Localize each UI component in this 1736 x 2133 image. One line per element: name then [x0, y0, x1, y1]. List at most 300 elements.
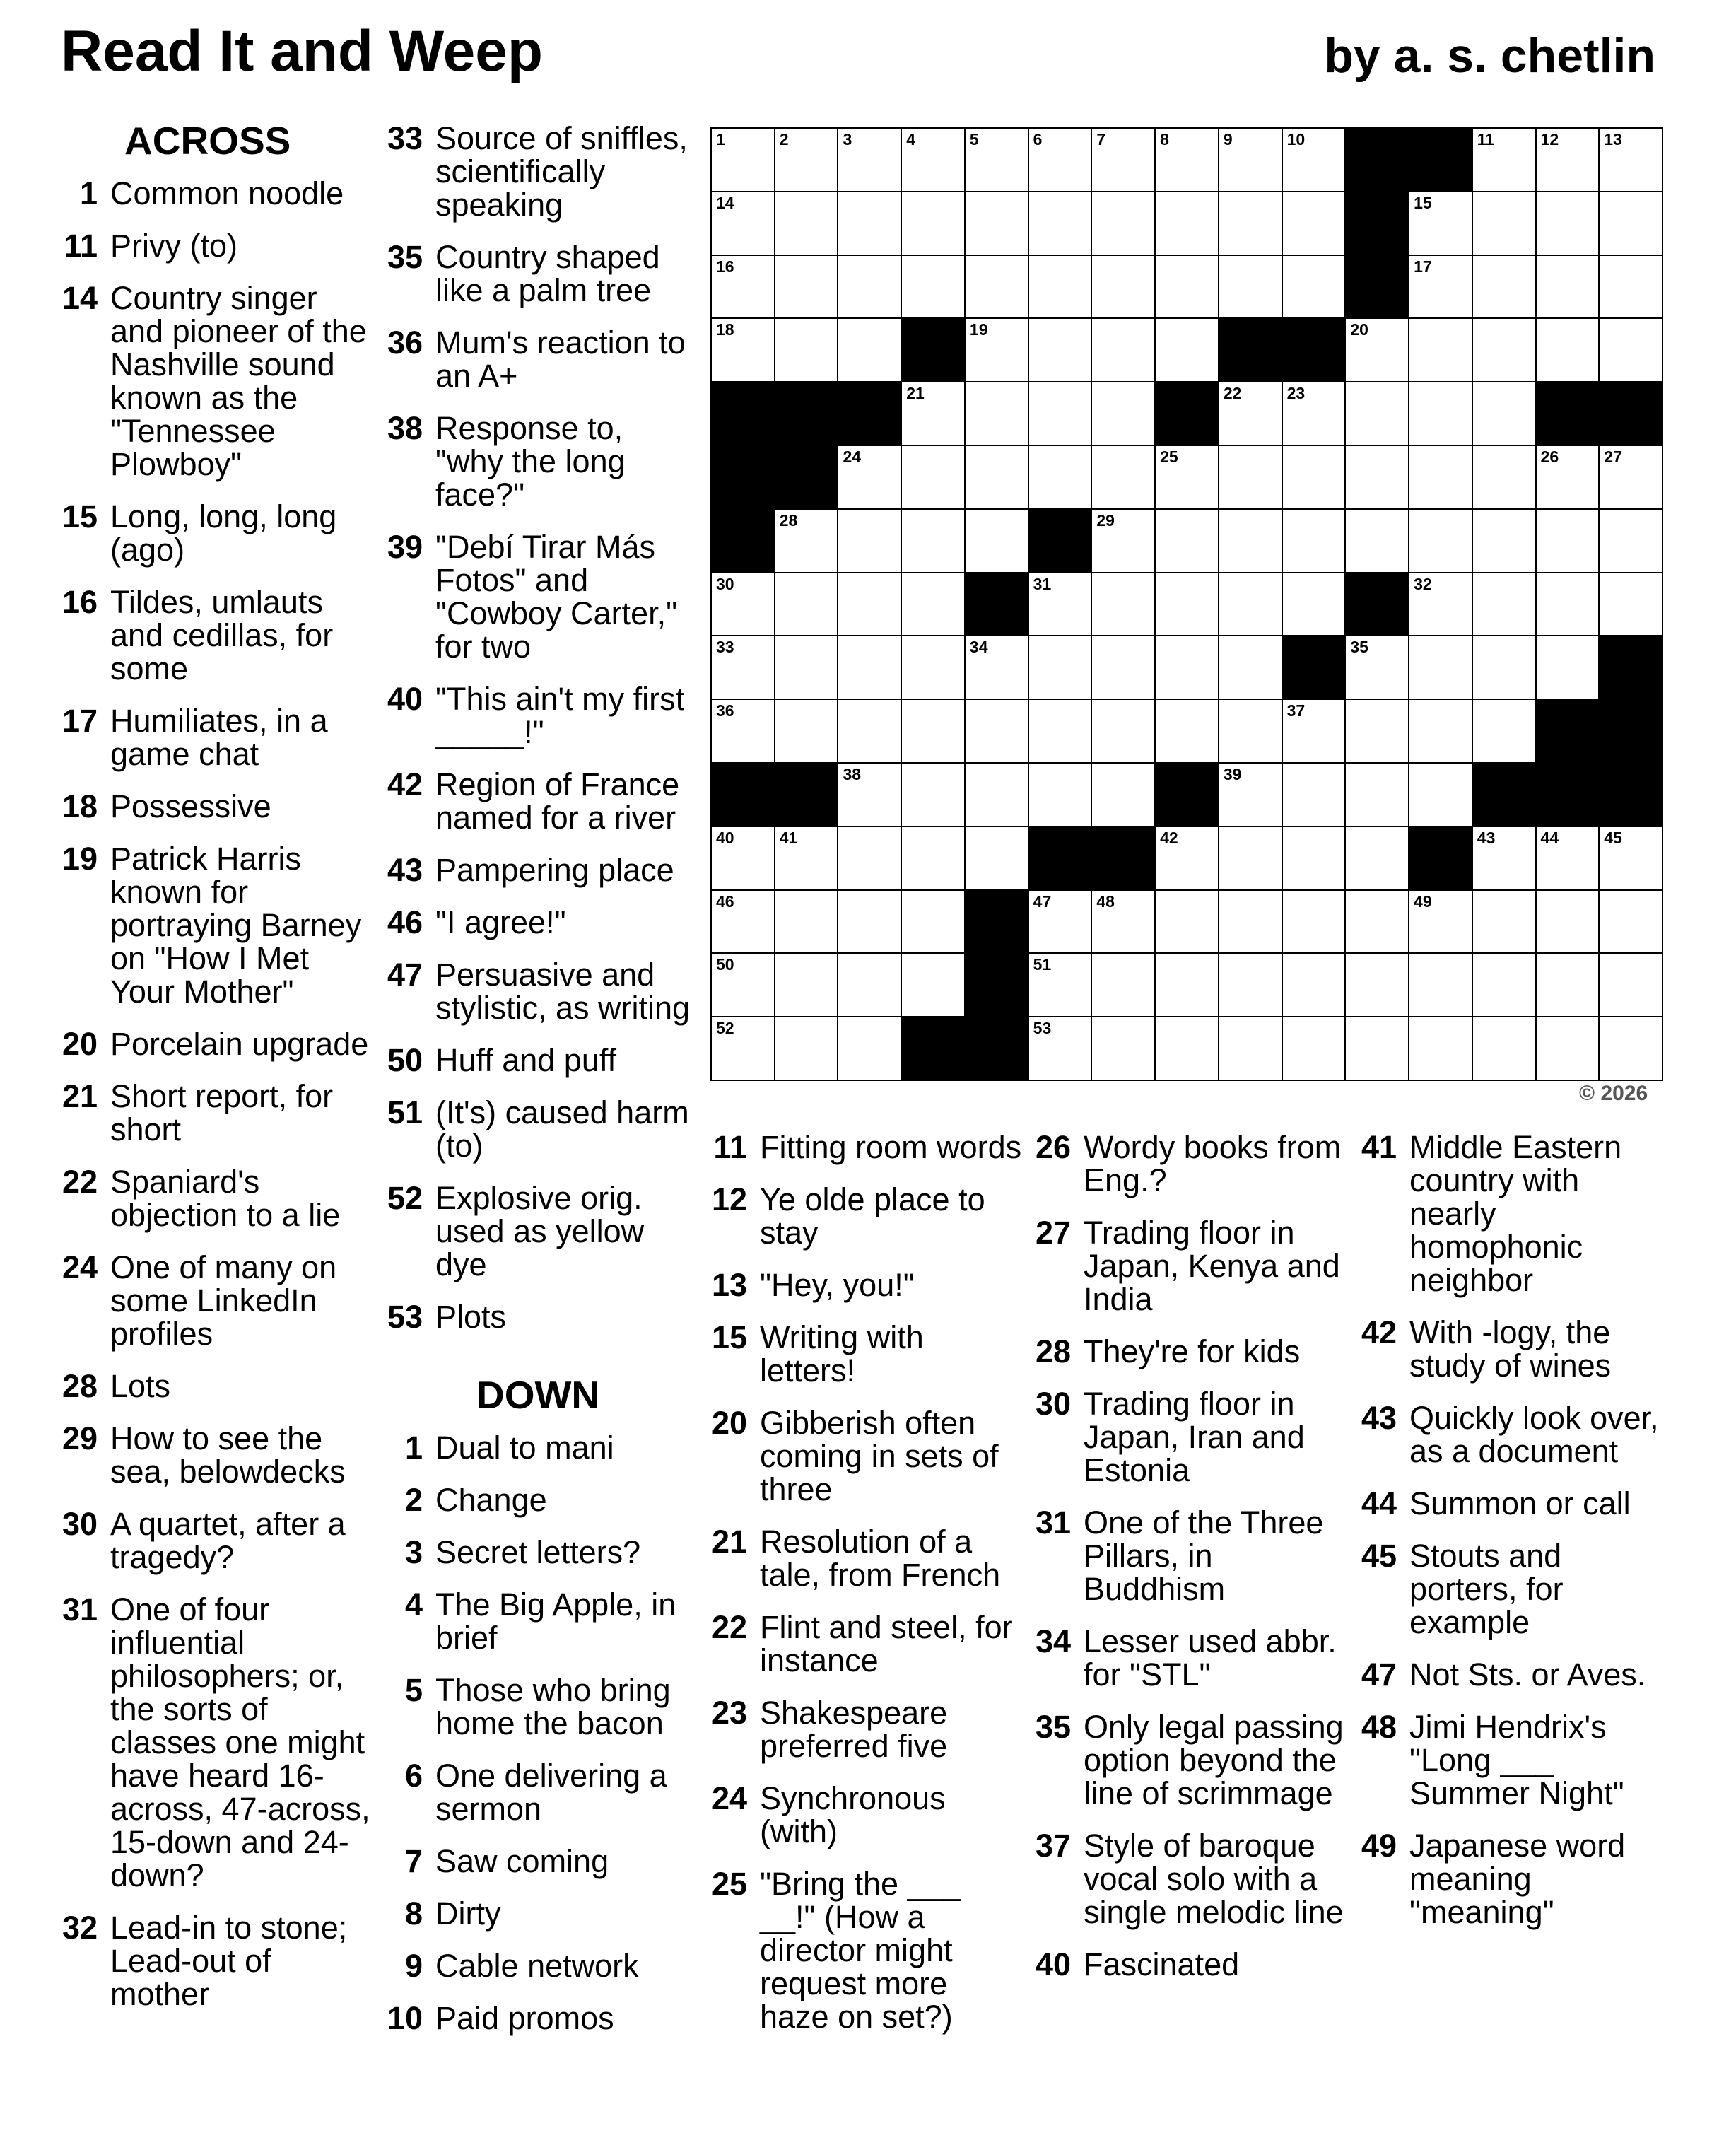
grid-cell[interactable] [901, 255, 966, 320]
down-clue[interactable] [1359, 1487, 1670, 1520]
grid-cell[interactable] [964, 762, 1029, 827]
clue-text: Persuasive and stylistic, as writing [435, 957, 691, 1026]
clue-column-1 [59, 120, 370, 2030]
across-clue[interactable] [385, 1181, 696, 1281]
grid-cell[interactable] [1598, 826, 1663, 891]
grid-cell[interactable] [1598, 127, 1663, 192]
across-clue[interactable] [385, 1096, 696, 1162]
grid-cell[interactable] [837, 191, 902, 256]
grid-cell[interactable] [710, 255, 775, 320]
clue-number: 40 [1035, 1946, 1071, 1982]
grid-cell[interactable] [964, 317, 1029, 382]
grid-cell[interactable] [1408, 572, 1473, 637]
grid-cell[interactable] [1028, 127, 1093, 192]
grid-cell[interactable] [964, 127, 1029, 192]
grid-cell[interactable] [1598, 445, 1663, 510]
grid-cell[interactable] [1282, 508, 1347, 573]
down-clue[interactable] [1359, 1658, 1670, 1691]
clue-text: Secret letters? [435, 1534, 641, 1570]
grid-cell[interactable] [964, 191, 1029, 256]
cell-number: 37 [1286, 701, 1306, 720]
grid-cell[interactable] [1282, 1016, 1347, 1081]
grid-cell[interactable] [710, 699, 775, 764]
down-clue[interactable] [1033, 1948, 1344, 1981]
grid-cell[interactable] [1154, 699, 1219, 764]
grid-cell[interactable] [1154, 255, 1219, 320]
grid-cell[interactable] [837, 445, 902, 510]
grid-cell[interactable] [964, 381, 1029, 446]
grid-cell[interactable] [901, 445, 966, 510]
grid-cell[interactable] [1028, 635, 1093, 700]
grid-cell[interactable] [1344, 826, 1409, 891]
grid-cell[interactable] [1408, 952, 1473, 1017]
clue-number: 21 [711, 1524, 747, 1560]
clue-text: Resolution of a tale, from French [760, 1524, 1001, 1593]
across-clue[interactable] [385, 326, 696, 392]
across-clue[interactable] [59, 1165, 370, 1232]
grid-cell[interactable] [1028, 762, 1093, 827]
across-clue[interactable] [385, 240, 696, 307]
grid-cell[interactable] [964, 635, 1029, 700]
cell-number: 47 [1033, 892, 1052, 911]
clue-column-2 [385, 122, 696, 2054]
grid-cell-black [1535, 381, 1600, 446]
grid-cell[interactable] [837, 952, 902, 1017]
grid-cell[interactable] [774, 508, 839, 573]
down-clue[interactable] [385, 1588, 696, 1654]
down-clue[interactable] [709, 1696, 1024, 1763]
grid-cell[interactable] [1218, 1016, 1283, 1081]
across-clue[interactable] [59, 1080, 370, 1146]
across-clue[interactable] [385, 906, 696, 939]
grid-cell[interactable] [1282, 191, 1347, 256]
grid-cell[interactable] [1218, 508, 1283, 573]
grid-cell[interactable] [1091, 381, 1156, 446]
grid-cell[interactable] [837, 889, 902, 954]
grid-cell[interactable] [774, 699, 839, 764]
grid-cell[interactable] [1154, 572, 1219, 637]
across-clue[interactable] [59, 1507, 370, 1574]
clue-number: 35 [387, 239, 423, 275]
grid-cell[interactable] [1535, 826, 1600, 891]
grid-cell[interactable] [1154, 191, 1219, 256]
grid-cell[interactable] [1091, 952, 1156, 1017]
grid-cell[interactable] [774, 952, 839, 1017]
across-clue[interactable] [385, 1300, 696, 1333]
across-clue[interactable] [59, 790, 370, 823]
grid-cell[interactable] [1344, 1016, 1409, 1081]
grid-cell[interactable] [837, 572, 902, 637]
grid-cell[interactable] [901, 191, 966, 256]
cell-number: 15 [1414, 193, 1432, 212]
down-clue[interactable] [385, 1897, 696, 1930]
grid-cell[interactable] [1408, 381, 1473, 446]
down-clue[interactable] [1359, 1710, 1670, 1810]
grid-cell[interactable] [1535, 445, 1600, 510]
grid-cell[interactable] [837, 635, 902, 700]
grid-cell[interactable] [1472, 699, 1537, 764]
clue-number: 1 [79, 175, 98, 211]
grid-cell[interactable] [1218, 127, 1283, 192]
grid-cell[interactable] [710, 317, 775, 382]
grid-cell[interactable] [1535, 952, 1600, 1017]
grid-cell[interactable] [1535, 317, 1600, 382]
grid-cell[interactable] [1091, 699, 1156, 764]
grid-cell[interactable] [1344, 952, 1409, 1017]
grid-cell[interactable] [1218, 445, 1283, 510]
grid-cell[interactable] [1091, 762, 1156, 827]
down-clue[interactable] [1033, 1829, 1344, 1929]
across-clue[interactable] [385, 768, 696, 834]
down-clue[interactable] [385, 1759, 696, 1825]
across-clue[interactable] [385, 122, 696, 221]
grid-cell[interactable] [901, 762, 966, 827]
grid-cell[interactable] [1154, 508, 1219, 573]
across-clue[interactable] [59, 1911, 370, 2011]
across-clue[interactable] [59, 1027, 370, 1060]
grid-cell[interactable] [1344, 699, 1409, 764]
grid-cell[interactable] [1598, 1016, 1663, 1081]
grid-cell[interactable] [1091, 317, 1156, 382]
grid-cell[interactable] [1344, 508, 1409, 573]
down-clue[interactable] [385, 1536, 696, 1569]
down-clue[interactable] [1033, 1130, 1344, 1197]
across-clue[interactable] [59, 281, 370, 481]
clue-text: Common noodle [110, 175, 344, 211]
grid-cell[interactable] [710, 1016, 775, 1081]
grid-cell[interactable] [1344, 317, 1409, 382]
across-clue[interactable] [385, 1044, 696, 1077]
grid-cell[interactable] [1408, 635, 1473, 700]
grid-cell[interactable] [1472, 889, 1537, 954]
cell-number: 34 [969, 638, 988, 657]
grid-cell[interactable] [1091, 445, 1156, 510]
grid-cell[interactable] [774, 127, 839, 192]
grid-cell[interactable] [774, 255, 839, 320]
across-clue[interactable] [59, 229, 370, 262]
grid-cell[interactable] [1472, 572, 1537, 637]
clue-number: 44 [1361, 1485, 1397, 1521]
grid-cell[interactable] [1028, 317, 1093, 382]
down-clue[interactable] [709, 1406, 1024, 1506]
grid-cell[interactable] [774, 889, 839, 954]
down-clue[interactable] [709, 1782, 1024, 1848]
grid-cell[interactable] [774, 1016, 839, 1081]
grid-cell[interactable] [710, 826, 775, 891]
grid-cell[interactable] [837, 127, 902, 192]
down-clue[interactable] [385, 1483, 696, 1517]
grid-cell[interactable] [837, 699, 902, 764]
grid-cell[interactable] [837, 508, 902, 573]
grid-cell[interactable] [1154, 826, 1219, 891]
grid-cell[interactable] [1028, 191, 1093, 256]
grid-cell[interactable] [1218, 699, 1283, 764]
clue-number: 26 [1035, 1129, 1071, 1165]
grid-cell[interactable] [1408, 445, 1473, 510]
grid-cell[interactable] [1472, 445, 1537, 510]
grid-cell[interactable] [710, 635, 775, 700]
across-clue[interactable] [385, 958, 696, 1024]
across-clue[interactable] [59, 704, 370, 771]
across-clue[interactable] [385, 853, 696, 887]
grid-cell[interactable] [837, 1016, 902, 1081]
grid-cell[interactable] [1598, 572, 1663, 637]
down-clue[interactable] [1359, 1539, 1670, 1639]
grid-cell[interactable] [1028, 1016, 1093, 1081]
grid-cell[interactable] [1028, 952, 1093, 1017]
grid-cell[interactable] [1535, 508, 1600, 573]
grid-cell[interactable] [710, 572, 775, 637]
grid-cell[interactable] [1472, 826, 1537, 891]
grid-cell-black [710, 381, 775, 446]
grid-cell[interactable] [1218, 826, 1283, 891]
grid-cell[interactable] [1472, 317, 1537, 382]
grid-cell[interactable] [1154, 952, 1219, 1017]
grid-cell[interactable] [1091, 508, 1156, 573]
grid-cell[interactable] [1408, 255, 1473, 320]
cell-number: 48 [1096, 892, 1115, 911]
grid-cell[interactable] [1218, 381, 1283, 446]
grid-cell[interactable] [1282, 572, 1347, 637]
grid-cell[interactable] [1282, 381, 1347, 446]
down-clue[interactable] [1359, 1316, 1670, 1382]
grid-cell[interactable] [1408, 508, 1473, 573]
grid-cell[interactable] [710, 889, 775, 954]
grid-cell[interactable] [1218, 889, 1283, 954]
across-clue[interactable] [59, 500, 370, 566]
clue-text: "Debí Tirar Más Fotos" and "Cowboy Carter," for two [435, 529, 678, 665]
grid-cell[interactable] [774, 572, 839, 637]
grid-cell[interactable] [1472, 635, 1537, 700]
grid-cell-black [1598, 699, 1663, 764]
down-heading: DOWN [476, 1373, 600, 1417]
grid-cell[interactable] [1344, 635, 1409, 700]
grid-cell[interactable] [1535, 572, 1600, 637]
grid-cell[interactable] [1091, 1016, 1156, 1081]
across-clue[interactable] [59, 1422, 370, 1488]
grid-cell[interactable] [1472, 127, 1537, 192]
clue-number: 3 [404, 1534, 423, 1570]
grid-cell[interactable] [901, 699, 966, 764]
down-clue[interactable] [385, 1845, 696, 1878]
grid-cell[interactable] [837, 762, 902, 827]
grid-cell[interactable] [1472, 381, 1537, 446]
grid-cell[interactable] [1472, 1016, 1537, 1081]
clue-text: Source of sniffles, scientifically speaking [435, 120, 688, 223]
grid-cell[interactable] [901, 127, 966, 192]
grid-cell[interactable] [1472, 508, 1537, 573]
grid-cell[interactable] [1218, 635, 1283, 700]
grid-cell[interactable] [1091, 191, 1156, 256]
down-clue[interactable] [385, 1949, 696, 1982]
across-clue[interactable] [385, 530, 696, 663]
down-clue[interactable] [1033, 1216, 1344, 1316]
clue-number: 28 [1035, 1333, 1071, 1369]
grid-cell[interactable] [1028, 445, 1093, 510]
grid-cell[interactable] [1408, 191, 1473, 256]
across-clue[interactable] [385, 411, 696, 511]
clue-text: Country shaped like a palm tree [435, 239, 660, 308]
grid-cell[interactable] [1091, 127, 1156, 192]
grid-cell[interactable] [837, 255, 902, 320]
down-clue[interactable] [709, 1611, 1024, 1677]
grid-cell[interactable] [1344, 762, 1409, 827]
grid-cell[interactable] [1535, 889, 1600, 954]
across-clue[interactable] [59, 177, 370, 210]
grid-cell[interactable] [774, 635, 839, 700]
grid-cell[interactable] [1472, 255, 1537, 320]
clue-number: 12 [711, 1181, 747, 1217]
grid-cell[interactable] [1154, 889, 1219, 954]
grid-cell[interactable] [1344, 445, 1409, 510]
grid-cell[interactable] [1282, 699, 1347, 764]
down-clue[interactable] [1359, 1829, 1670, 1929]
grid-cell[interactable] [1154, 317, 1219, 382]
grid-cell[interactable] [901, 952, 966, 1017]
grid-cell[interactable] [1598, 317, 1663, 382]
grid-cell[interactable] [1344, 889, 1409, 954]
grid-cell[interactable] [1154, 127, 1219, 192]
down-clue[interactable] [1359, 1401, 1670, 1468]
grid-cell[interactable] [1598, 508, 1663, 573]
grid-cell[interactable] [901, 381, 966, 446]
down-clue[interactable] [709, 1130, 1024, 1164]
grid-cell[interactable] [1408, 699, 1473, 764]
grid-cell[interactable] [1472, 191, 1537, 256]
grid-cell[interactable] [1598, 255, 1663, 320]
grid-cell[interactable] [1154, 1016, 1219, 1081]
grid-cell[interactable] [964, 699, 1029, 764]
grid-cell[interactable] [1218, 762, 1283, 827]
grid-cell[interactable] [710, 127, 775, 192]
grid-cell[interactable] [1282, 762, 1347, 827]
grid-cell[interactable] [1535, 191, 1600, 256]
grid-cell[interactable] [1535, 255, 1600, 320]
clue-text: Writing with letters! [760, 1319, 924, 1389]
down-clue[interactable] [709, 1321, 1024, 1387]
clue-number: 29 [61, 1420, 98, 1456]
grid-cell[interactable] [1028, 699, 1093, 764]
down-clue[interactable] [1033, 1506, 1344, 1606]
grid-cell[interactable] [1408, 1016, 1473, 1081]
grid-cell[interactable] [1218, 191, 1283, 256]
down-clue[interactable] [1033, 1387, 1344, 1487]
grid-cell[interactable] [1408, 317, 1473, 382]
across-clue[interactable] [59, 585, 370, 685]
grid-cell[interactable] [1218, 572, 1283, 637]
grid-cell[interactable] [1282, 445, 1347, 510]
cell-number: 30 [716, 574, 734, 593]
grid-cell[interactable] [1282, 127, 1347, 192]
grid-cell[interactable] [1218, 952, 1283, 1017]
cell-number: 31 [1033, 574, 1052, 593]
grid-cell[interactable] [964, 826, 1029, 891]
grid-cell[interactable] [901, 826, 966, 891]
grid-cell[interactable] [1598, 952, 1663, 1017]
grid-cell[interactable] [1028, 572, 1093, 637]
cell-number: 41 [779, 828, 798, 847]
clue-text: Synchronous (with) [760, 1780, 946, 1849]
down-clue[interactable] [709, 1268, 1024, 1302]
grid-cell[interactable] [1282, 255, 1347, 320]
grid-cell[interactable] [901, 508, 966, 573]
clue-text: Lesser used abbr. for "STL" [1084, 1623, 1337, 1693]
cell-number: 7 [1096, 130, 1106, 148]
grid-cell[interactable] [710, 191, 775, 256]
across-clue[interactable] [59, 1251, 370, 1350]
down-clue[interactable] [385, 1431, 696, 1464]
grid-cell[interactable] [774, 826, 839, 891]
down-clue[interactable] [385, 1673, 696, 1740]
grid-cell[interactable] [774, 191, 839, 256]
grid-cell[interactable] [1282, 952, 1347, 1017]
across-clue[interactable] [385, 682, 696, 749]
across-clue[interactable] [59, 842, 370, 1008]
clue-number: 16 [61, 584, 98, 620]
down-clue[interactable] [1033, 1335, 1344, 1368]
grid-cell[interactable] [1091, 635, 1156, 700]
grid-cell[interactable] [1028, 255, 1093, 320]
down-clue[interactable] [709, 1183, 1024, 1249]
grid-cell[interactable] [964, 255, 1029, 320]
grid-cell[interactable] [901, 635, 966, 700]
grid-cell[interactable] [1028, 889, 1093, 954]
grid-cell[interactable] [1344, 381, 1409, 446]
grid-cell[interactable] [901, 572, 966, 637]
grid-cell[interactable] [1154, 445, 1219, 510]
grid-cell-black [1344, 191, 1409, 256]
down-clue[interactable] [1033, 1625, 1344, 1691]
grid-cell[interactable] [1535, 1016, 1600, 1081]
grid-cell-black [1598, 762, 1663, 827]
grid-cell[interactable] [901, 889, 966, 954]
grid-cell[interactable] [1091, 889, 1156, 954]
grid-cell[interactable] [1218, 255, 1283, 320]
grid-cell[interactable] [964, 508, 1029, 573]
grid-cell[interactable] [837, 826, 902, 891]
clue-text: Lots [110, 1368, 171, 1404]
across-clue[interactable] [59, 1369, 370, 1403]
grid-cell[interactable] [774, 317, 839, 382]
clue-text: Dual to mani [435, 1430, 614, 1466]
grid-cell[interactable] [1091, 255, 1156, 320]
grid-cell[interactable] [1408, 889, 1473, 954]
grid-cell[interactable] [710, 952, 775, 1017]
across-clue[interactable] [59, 1593, 370, 1892]
grid-cell[interactable] [1408, 762, 1473, 827]
grid-cell[interactable] [1598, 191, 1663, 256]
clue-text: Only legal passing option beyond the line of scrimmage [1084, 1709, 1344, 1811]
grid-cell[interactable] [1282, 826, 1347, 891]
down-clue[interactable] [385, 2001, 696, 2035]
grid-cell[interactable] [837, 317, 902, 382]
down-clue[interactable] [709, 1867, 1024, 2033]
grid-cell-black [1028, 508, 1093, 573]
grid-cell[interactable] [1535, 127, 1600, 192]
grid-cell[interactable] [964, 445, 1029, 510]
down-clue[interactable] [1359, 1130, 1670, 1297]
clue-number: 49 [1361, 1828, 1397, 1864]
grid-cell[interactable] [1535, 635, 1600, 700]
grid-cell[interactable] [1028, 381, 1093, 446]
down-clue[interactable] [709, 1525, 1024, 1591]
down-clue[interactable] [1033, 1710, 1344, 1810]
grid-cell[interactable] [1154, 635, 1219, 700]
grid-cell[interactable] [1598, 889, 1663, 954]
grid-cell[interactable] [1472, 952, 1537, 1017]
grid-cell[interactable] [1282, 889, 1347, 954]
grid-cell[interactable] [1091, 572, 1156, 637]
